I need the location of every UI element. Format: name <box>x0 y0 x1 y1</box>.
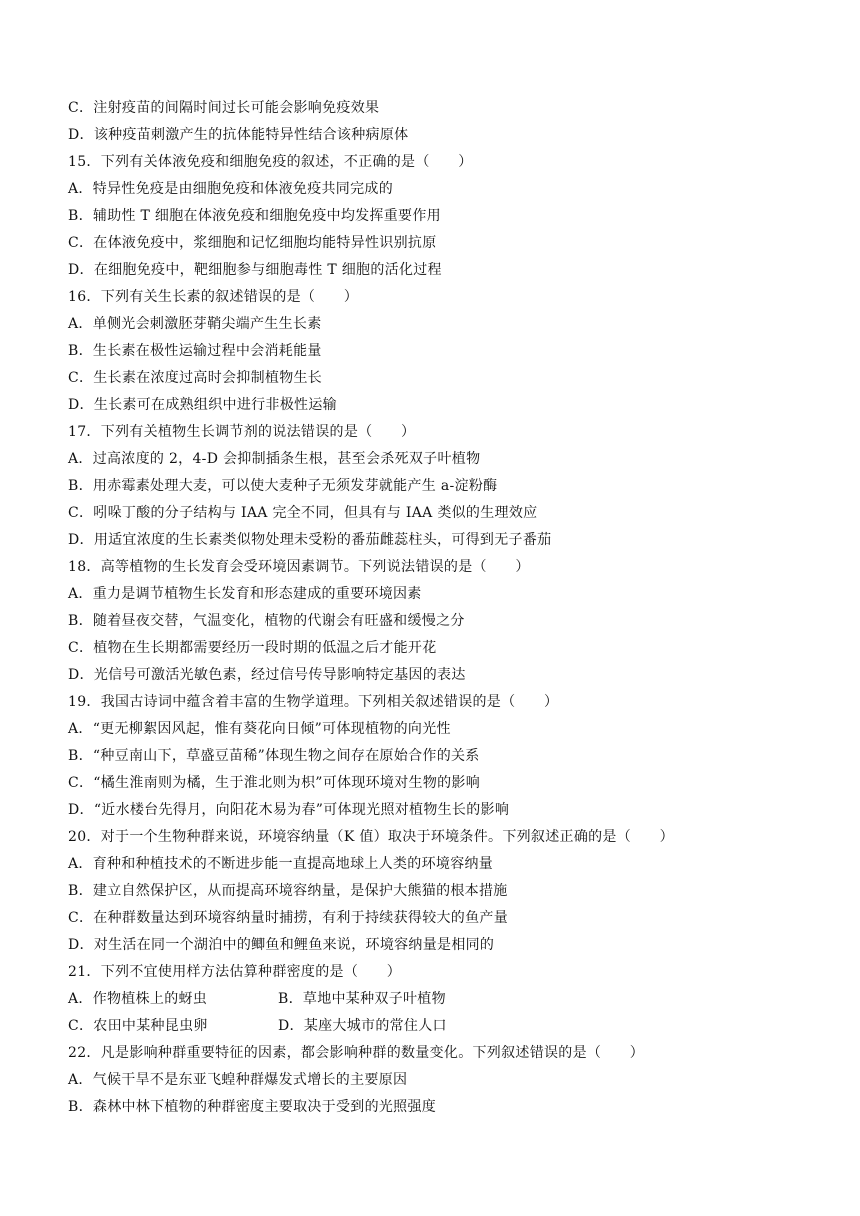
q17-option-b: B．用赤霉素处理大麦，可以使大麦种子无须发芽就能产生 a-淀粉酶 <box>68 478 498 494</box>
q18-stem: 18．高等植物的生长发育会受环境因素调节。下列说法错误的是（ ） <box>68 559 530 575</box>
q21-option-d: D．某座大城市的常住人口 <box>278 1018 447 1034</box>
q21-option-a: A．作物植株上的蚜虫 <box>68 991 208 1007</box>
q20-option-a: A．育种和种植技术的不断进步能一直提高地球上人类的环境容纳量 <box>68 856 494 872</box>
q20-option-d: D．对生活在同一个湖泊中的鲫鱼和鲤鱼来说，环境容纳量是相同的 <box>68 937 495 953</box>
q18-option-a: A．重力是调节植物生长发育和形态建成的重要环境因素 <box>68 586 422 602</box>
q14-option-c: C．注射疫苗的间隔时间过长可能会影响免疫效果 <box>68 100 380 116</box>
q21-options-row-1 <box>68 986 828 1013</box>
q22-option-a: A．气候干旱不是东亚飞蝗种群爆发式增长的主要原因 <box>68 1072 408 1088</box>
q21-options-row-2 <box>68 1013 828 1040</box>
q21-option-b: B．草地中某种双子叶植物 <box>278 991 446 1007</box>
q16-option-a: A．单侧光会刺激胚芽鞘尖端产生生长素 <box>68 316 322 332</box>
q16-option-d: D．生长素可在成熟组织中进行非极性运输 <box>68 397 337 413</box>
question-text-block <box>68 95 828 1121</box>
q19-option-c: C．“橘生淮南则为橘，生于淮北则为枳”可体现环境对生物的影响 <box>68 775 481 791</box>
q15-option-b: B．辅助性 T 细胞在体液免疫和细胞免疫中均发挥重要作用 <box>68 208 441 224</box>
q18-option-d: D．光信号可激活光敏色素，经过信号传导影响特定基因的表达 <box>68 667 466 683</box>
q19-option-a: A．“更无柳絮因风起，惟有葵花向日倾”可体现植物的向光性 <box>68 721 451 737</box>
q18-option-b: B．随着昼夜交替，气温变化，植物的代谢会有旺盛和缓慢之分 <box>68 613 465 629</box>
q14-option-d: D．该种疫苗刺激产生的抗体能特异性结合该种病原体 <box>68 127 409 143</box>
q17-option-d: D．用适宜浓度的生长素类似物处理未受粉的番茄雌蕊柱头，可得到无子番茄 <box>68 532 552 548</box>
q21-stem: 21．下列不宜使用样方法估算种群密度的是（ ） <box>68 964 402 980</box>
q20-option-c: C．在种群数量达到环境容纳量时捕捞，有利于持续获得较大的鱼产量 <box>68 910 509 926</box>
q19-option-d: D．“近水楼台先得月，向阳花木易为春”可体现光照对植物生长的影响 <box>68 802 510 818</box>
q15-stem: 15．下列有关体液免疫和细胞免疫的叙述，不正确的是（ ） <box>68 154 473 170</box>
q19-option-b: B．“种豆南山下，草盛豆苗稀”体现生物之间存在原始合作的关系 <box>68 748 480 764</box>
q21-option-c: C．农田中某种昆虫卵 <box>68 1018 208 1034</box>
q22-stem: 22．凡是影响种群重要特征的因素，都会影响种群的数量变化。下列叙述错误的是（ ） <box>68 1045 645 1061</box>
q17-option-c: C．吲哚丁酸的分子结构与 IAA 完全不同，但具有与 IAA 类似的生理效应 <box>68 505 538 521</box>
q17-option-a: A．过高浓度的 2，4-D 会抑制插条生根，甚至会杀死双子叶植物 <box>68 451 481 467</box>
q22-option-b: B．森林中林下植物的种群密度主要取决于受到的光照强度 <box>68 1099 437 1115</box>
q19-stem: 19．我国古诗词中蕴含着丰富的生物学道理。下列相关叙述错误的是（ ） <box>68 694 559 710</box>
q17-stem: 17．下列有关植物生长调节剂的说法错误的是（ ） <box>68 424 416 440</box>
q18-option-c: C．植物在生长期都需要经历一段时期的低温之后才能开花 <box>68 640 437 656</box>
q20-option-b: B．建立自然保护区，从而提高环境容纳量，是保护大熊猫的根本措施 <box>68 883 508 899</box>
q20-stem: 20．对于一个生物种群来说，环境容纳量（K 值）取决于环境条件。下列叙述正确的是（ ） <box>68 829 674 845</box>
q15-option-c: C．在体液免疫中，浆细胞和记忆细胞均能特异性识别抗原 <box>68 235 437 251</box>
q16-option-b: B．生长素在极性运输过程中会消耗能量 <box>68 343 322 359</box>
q16-option-c: C．生长素在浓度过高时会抑制植物生长 <box>68 370 323 386</box>
q16-stem: 16．下列有关生长素的叙述错误的是（ ） <box>68 289 359 305</box>
q15-option-d: D．在细胞免疫中，靶细胞参与细胞毒性 T 细胞的活化过程 <box>68 262 442 278</box>
q15-option-a: A．特异性免疫是由细胞免疫和体液免疫共同完成的 <box>68 181 394 197</box>
